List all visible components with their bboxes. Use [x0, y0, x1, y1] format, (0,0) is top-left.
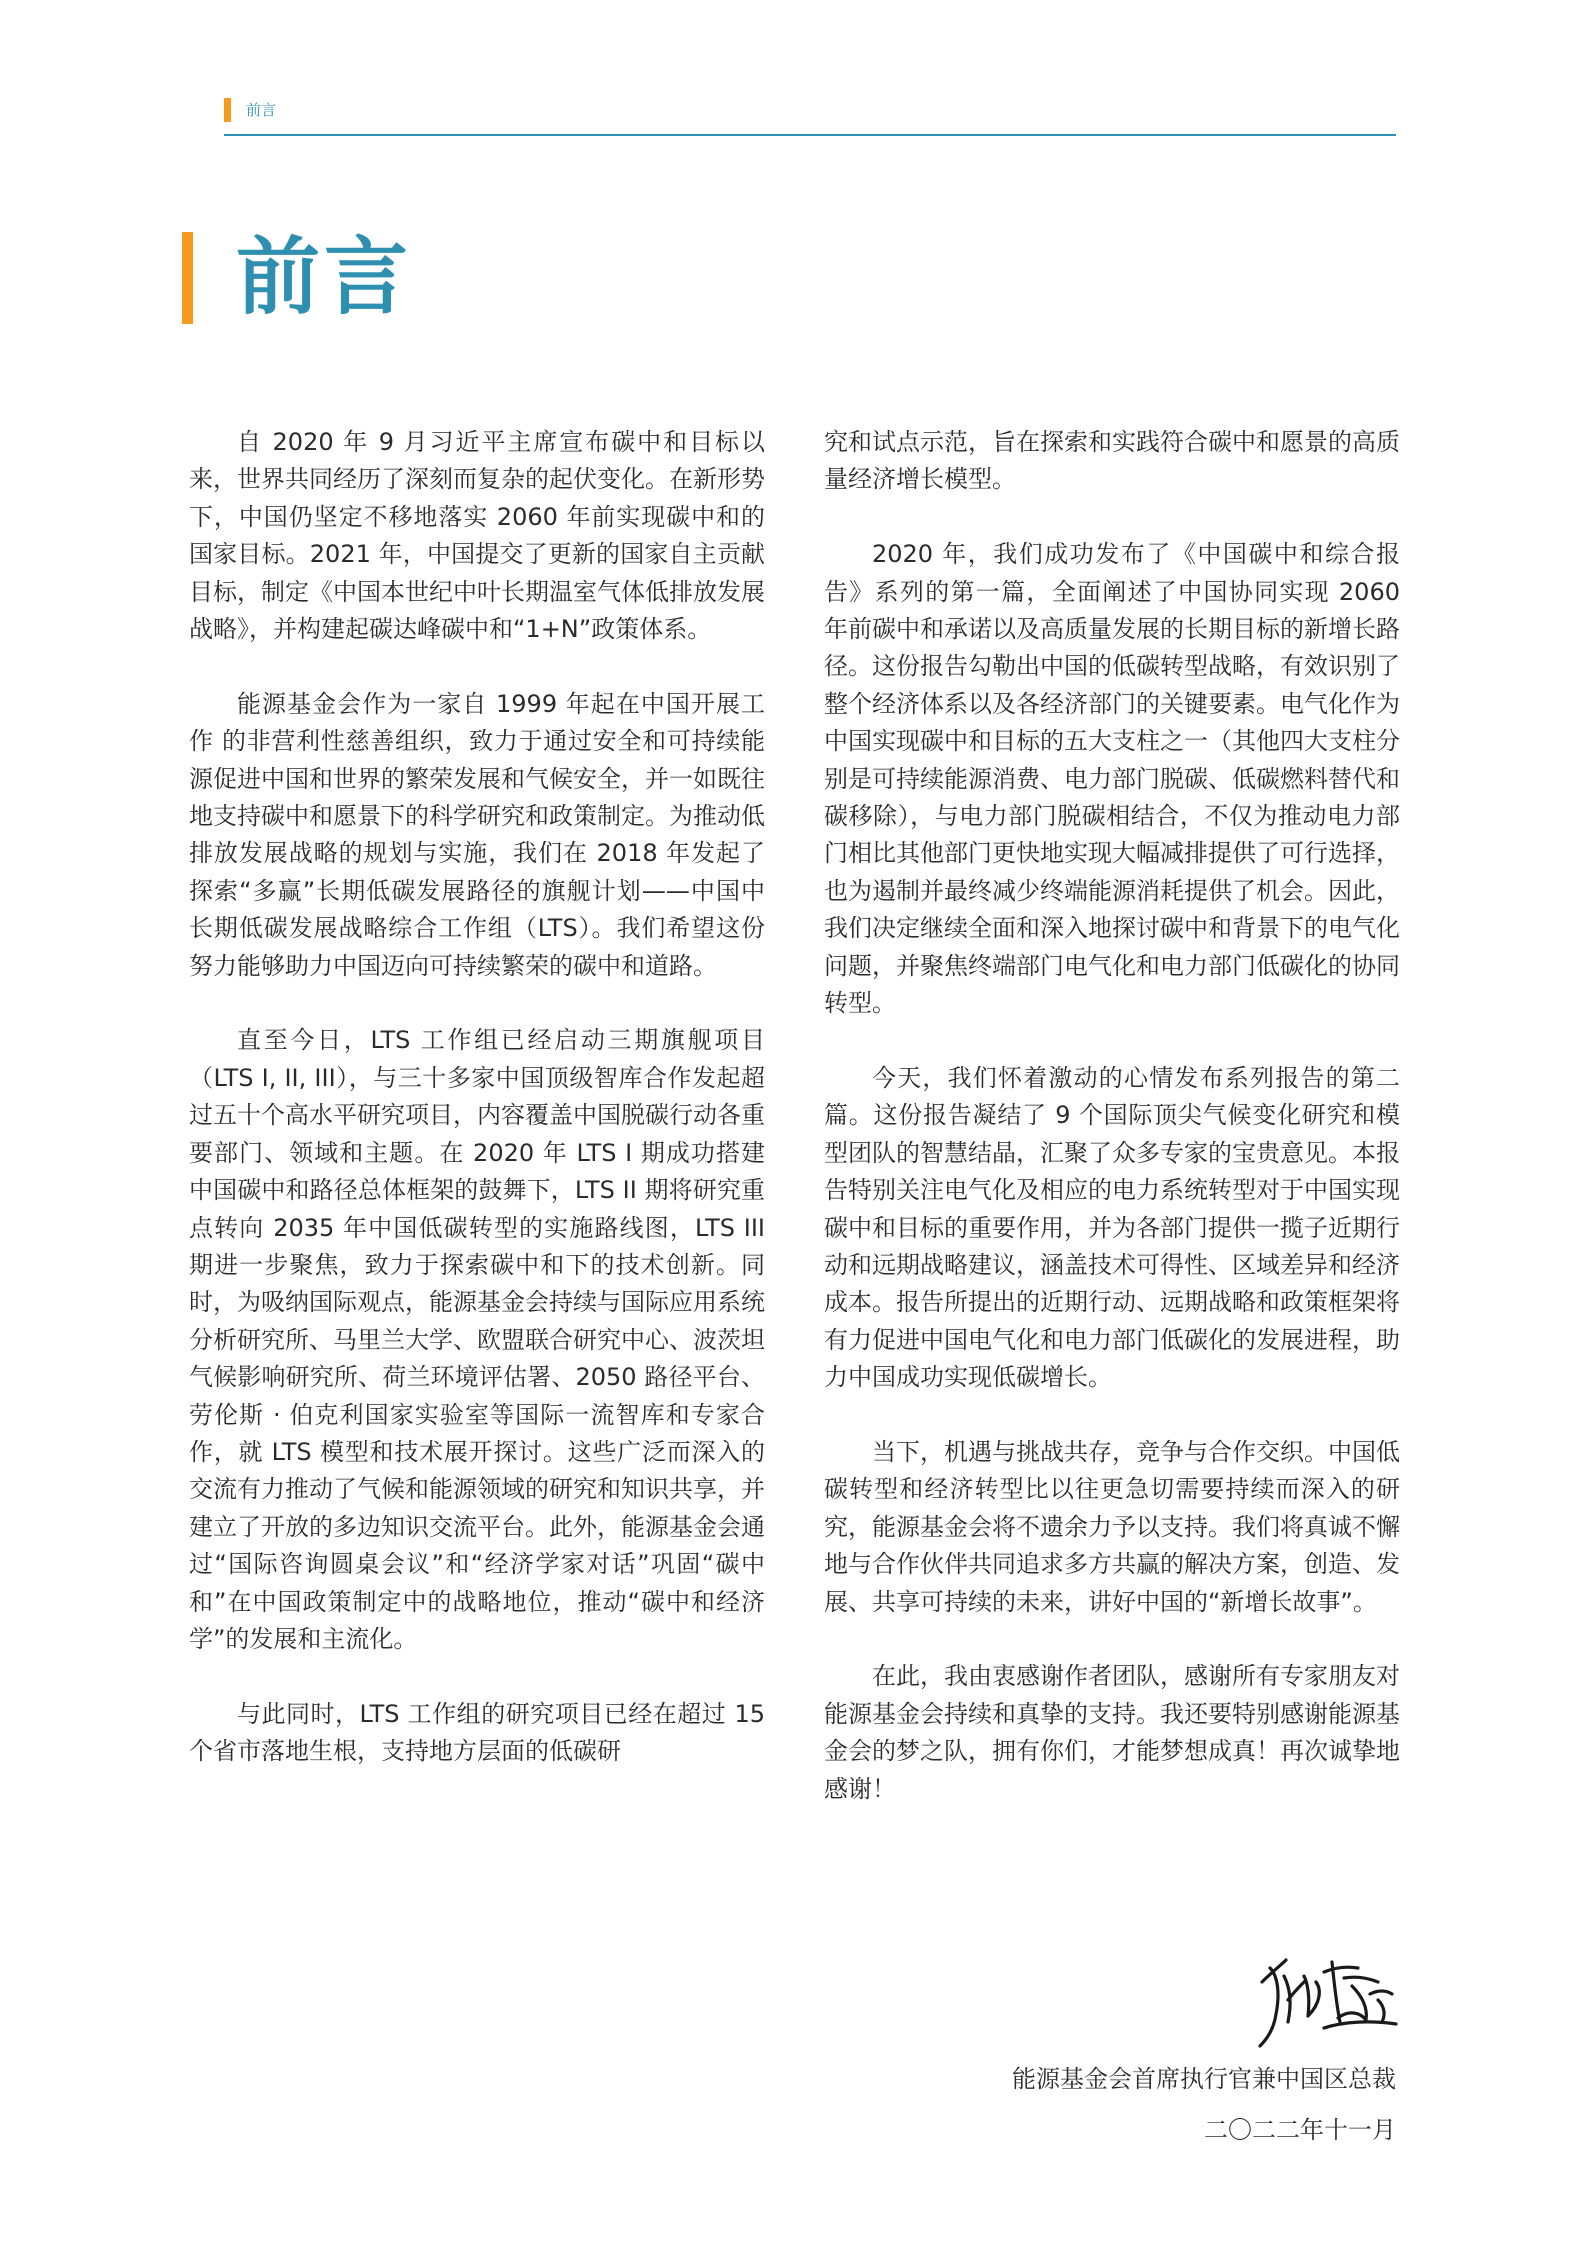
left-column [189, 424, 765, 1808]
header-accent-bar [224, 98, 231, 122]
title-accent-bar [182, 232, 193, 324]
paragraph-continuation: 究和试点示范，旨在探索和实践符合碳中和愿景的高质量经济增长模型。 [824, 428, 1400, 494]
paragraph: 与此同时，LTS 工作组的研究项目已经在超过 15 个省市落地生根，支持地方层面的低碳研 [189, 1699, 765, 1766]
paragraph: 当下，机遇与挑战共存，竞争与合作交织。中国低碳转型和经济转型比以往更急切需要持续而深入的研究，能源基金会将不遗余力予以支持。我们将真诚不懈地与合作伙伴共同追求多方共赢的解决方案，创造、发展、共享可持续的未来，讲好中国的“新增长故事”。 [824, 1437, 1400, 1616]
page-title: 前言 [236, 228, 413, 326]
header-section-label: 前言 [246, 101, 277, 119]
paragraph: 自 2020 年 9 月习近平主席宣布碳中和目标以来，世界共同经历了深刻而复杂的起伏变化。在新形势下，中国仍坚定不移地落实 2060 年前实现碳中和的国家目标。2021 年，中国提交了更新的国家自主贡献目标，制定《中国本世纪中叶长期温室气体低排放发展战略》，并构建起碳达峰碳中和“1+N”政策体系。 [189, 428, 765, 644]
paragraph: 直至今日，LTS 工作组已经启动三期旗舰项目（LTS I, II, III），与三十多家中国顶级智库合作发起超过五十个高水平研究项目，内容覆盖中国脱碳行动各重要部门、领域和主题。在 2020 年 LTS I 期成功搭建中国碳中和路径总体框架的鼓舞下，LTS II 期将研究重点转向 2035 年中国低碳转型的实施路线图，LTS III 期进一步聚焦，致力于探索碳中和下的技术创新。同时，为吸纳国际观点，能源基金会持续与国际应用系统分析研究所、马里兰大学、欧盟联合研究中心、波茨坦气候影响研究所、荷兰环境评估署、2050 路径平台、劳伦斯 · 伯克利国家实验室等国际一流智库和专家合作，就 LTS 模型和技术展开探讨。这些广泛而深入的交流有力推动了气候和能源领域的研究和知识共享，并建立了开放的多边知识交流平台。此外，能源基金会通过“国际咨询圆桌会议”和“经济学家对话”巩固“碳中和”在中国政策制定中的战略地位，推动“碳中和经济学”的发展和主流化。 [189, 1026, 765, 1653]
right-column [824, 424, 1400, 1845]
paragraph: 今天，我们怀着激动的心情发布系列报告的第二篇。这份报告凝结了 9 个国际顶尖气候变化研究和模型团队的智慧结晶，汇聚了众多专家的宝贵意见。本报告特别关注电气化及相应的电力系统转型对于中国实现碳中和目标的重要作用，并为各部门提供一揽子近期行动和远期战略建议，涵盖技术可得性、区域差异和经济成本。报告所提出的近期行动、远期战略和政策框架将有力促进中国电气化和电力部门低碳化的发展进程，助力中国成功实现低碳增长。 [824, 1063, 1400, 1392]
running-header [224, 96, 1396, 136]
signature-date: 二〇二二年十一月 [1204, 2116, 1396, 2144]
paragraph: 能源基金会作为一家自 1999 年起在中国开展工作 的非营利性慈善组织，致力于通过安全和可持续能源促进中国和世界的繁荣发展和气候安全，并一如既往地支持碳中和愿景下的科学研究和政策制定。为推动低排放发展战略的规划与实施，我们在 2018 年发起了探索“多赢”长期低碳发展路径的旗舰计划——中国中长期低碳发展战略综合工作组（LTS）。我们希望这份努力能够助力中国迈向可持续繁荣的碳中和道路。 [189, 689, 765, 980]
signatory-title: 能源基金会首席执行官兼中国区总裁 [1012, 2065, 1396, 2093]
handwritten-signature [1250, 1942, 1400, 2050]
paragraph: 2020 年，我们成功发布了《中国碳中和综合报告》系列的第一篇，全面阐述了中国协同实现 2060 年前碳中和承诺以及高质量发展的长期目标的新增长路径。这份报告勾勒出中国的低碳转型战略，有效识别了整个经济体系以及各经济部门的关键要素。电气化作为中国实现碳中和目标的五大支柱之一（其他四大支柱分别是可持续能源消费、电力部门脱碳、低碳燃料替代和碳移除），与电力部门脱碳相结合，不仅为推动电力部门相比其他部门更快地实现大幅减排提供了可行选择，也为遏制并最终减少终端能源消耗提供了机会。因此，我们决定继续全面和深入地探讨碳中和背景下的电气化问题，并聚焦终端部门电气化和电力部门低碳化的协同转型。 [824, 540, 1400, 1018]
paragraph: 在此，我由衷感谢作者团队，感谢所有专家朋友对能源基金会持续和真挚的支持。我还要特别感谢能源基金会的梦之队，拥有你们，才能梦想成真！再次诚挚地感谢！ [824, 1662, 1400, 1803]
